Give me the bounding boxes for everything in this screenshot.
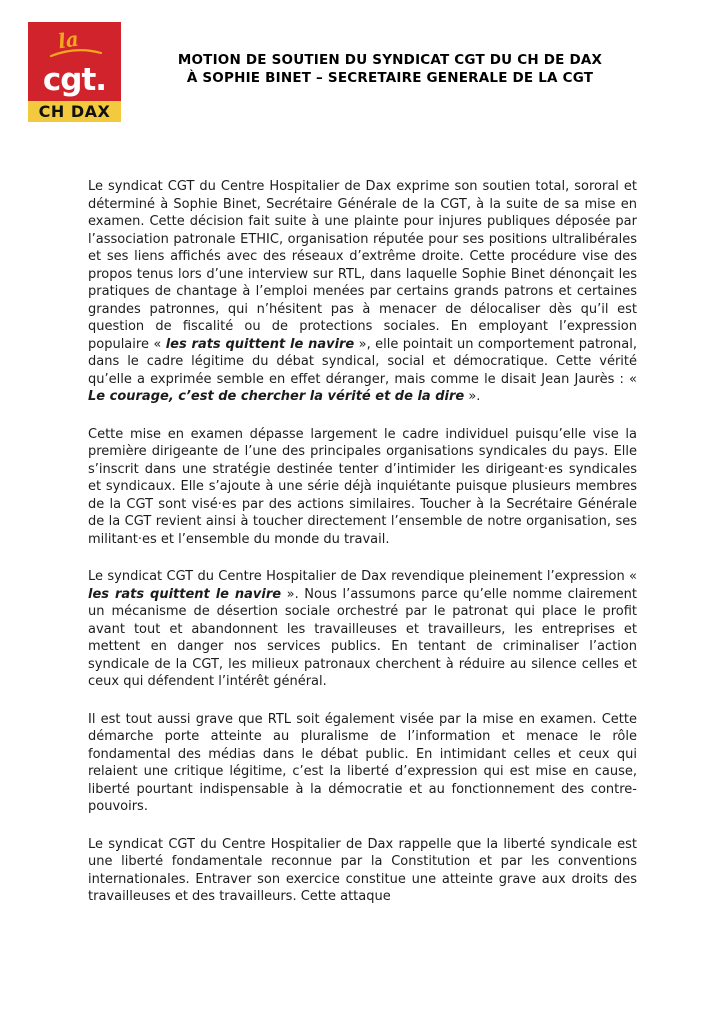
text-run: ». [464, 389, 481, 404]
emphasized-text: les rats quittent le navire [88, 586, 282, 602]
cgt-logo-red-block [28, 22, 121, 101]
page-title-line2: À SOPHIE BINET – SECRETAIRE GENERALE DE LA CGT [186, 70, 594, 86]
paragraph [88, 568, 637, 691]
emphasized-text: les rats quittent le navire [165, 336, 355, 352]
paragraph [88, 711, 637, 816]
la-swash-icon [50, 48, 102, 58]
page-title [140, 51, 640, 87]
text-run: Le syndicat CGT du Centre Hospitalier de Dax rappelle que la liberté syndicale est une liberté fondamentale reconnue par la Constitution et par les conventions internationales. Entraver son exercice constitue une atteinte grave aux droits des travailleuses et des travailleurs. Cette attaque [88, 836, 637, 904]
cgt-logo [28, 22, 121, 122]
logo-band-ch-dax: CH DAX [28, 101, 121, 122]
paragraph [88, 836, 637, 906]
text-run: Cette mise en examen dépasse largement le cadre individuel puisqu’elle vise la première dirigeante de l’une des principales organisations syndicales du pays. Elle s’inscrit dans une stratégie destinée tenter d’intimider les dirigeant·es syndicales et syndicaux. Elle s’ajoute à une série déjà inquiétante puisque plusieurs membres de la CGT sont visé·es par des actions similaires. Toucher à la Secrétaire Générale de la CGT revient ainsi à toucher directement l’ensemble de notre organisation, ses militant·es et l’ensemble du monde du travail. [88, 426, 637, 547]
paragraph [88, 178, 637, 406]
text-run: Le syndicat CGT du Centre Hospitalier de Dax exprime son soutien total, sororal et déterminé à Sophie Binet, Secrétaire Générale de la CGT, à la suite de sa mise en examen. Cette décision fait suite à une plainte pour injures publiques déposée par l’association patronale ETHIC, organisation réputée pour ses positions ultralibérales et ses liens affichés avec des réseaux d’extrême droite. Cette procédure vise des propos tenus lors d’une interview sur RTL, dans laquelle Sophie Binet dénonçait les pratiques de chantage à l’emploi menées par certains grands patrons et certaines grandes patronnes, qui n’hésitent pas à menacer de délocaliser dès qu’il est question de fiscalité ou de protections sociales. En employant l’expression populaire « [88, 179, 637, 352]
text-run: ». Nous l’assumons parce qu’elle nomme clairement un mécanisme de désertion sociale orchestré par le patronat qui place le profit avant tout et abandonnent les travailleuses et travailleurs, les entreprises et mettent en danger nos services publics. En tentant de criminaliser l’action syndicale de la CGT, les milieux patronaux cherchent à réduire au silence celles et ceux qui défendent l’intérêt général. [88, 586, 637, 689]
logo-la-script: la [56, 26, 81, 54]
emphasized-text: Le courage, c’est de chercher la vérité et de la dire [88, 389, 465, 404]
page-title-line1: MOTION DE SOUTIEN DU SYNDICAT CGT DU CH DE DAX [177, 52, 603, 68]
text-run: Le syndicat CGT du Centre Hospitalier de Dax revendique pleinement l’expression « [88, 569, 637, 584]
paragraph [88, 426, 637, 549]
document-body [88, 178, 637, 926]
text-run: », elle pointait un comportement patronal, dans le cadre légitime du débat syndical, social et démocratique. Cette vérité qu’elle a exprimée semble en effet déranger, mais comme le disait Jean Jaurès : « [88, 336, 637, 387]
logo-cgt-text: cgt. [42, 62, 107, 98]
text-run: Il est tout aussi grave que RTL soit également visée par la mise en examen. Cette démarche porte atteinte au pluralisme de l’information et menace le rôle fondamental des médias dans le débat public. En intimidant celles et ceux qui relaient une critique légitime, c’est la liberté d’expression qui est mise en cause, liberté pourtant indispensable à la démocratie et au fonctionnement des contre-pouvoirs. [88, 711, 637, 814]
